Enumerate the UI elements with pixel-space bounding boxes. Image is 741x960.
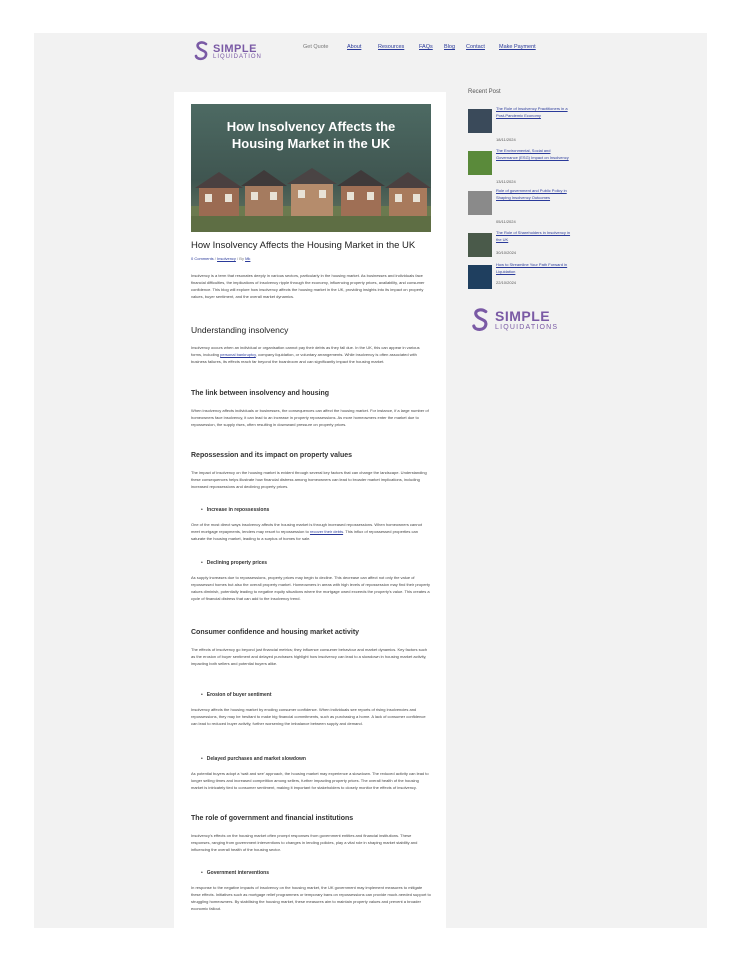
logo-s-icon bbox=[193, 41, 211, 61]
heading-government-interventions: • Government interventions bbox=[201, 870, 269, 876]
logo-sub: LIQUIDATION bbox=[213, 54, 262, 60]
paragraph-erosion: Insolvency affects the housing market by eroding consumer confidence. When individuals see reports of rising insolvencies and repossessions, they may be hesitant to make big financial commitments, such as purchasing a home. A lack of consumer confidence can lead to reduced buyer activity, further worsening the imbalance between supply and demand. bbox=[191, 707, 426, 726]
recent-post[interactable] bbox=[468, 230, 578, 266]
post-title-link[interactable]: How to Streamline Your Path Forward in Liquidation bbox=[496, 262, 568, 274]
site-logo[interactable] bbox=[193, 41, 273, 63]
post-title-link[interactable]: The Role of Insolvency Practitioners in a Post-Pandemic Economy bbox=[496, 106, 568, 118]
post-date: 18/11/2024 bbox=[496, 137, 516, 142]
nav-blog[interactable]: Blog bbox=[444, 44, 456, 50]
heading-declining-prices: • Declining property prices bbox=[201, 560, 267, 566]
paragraph-delayed: As potential buyers adopt a 'wait and see' approach, the housing market may experience a slowdown. The reduced activity can lead to longer selling times and increased competition among sellers, further impacting property prices. The overall health of the housing market is intricately tied to consumer sentiment, making it important for stakeholders to closely monitor the effects of insolvency. bbox=[191, 771, 429, 790]
paragraph-understanding: Insolvency occurs when an individual or organisation cannot pay their debts as they fall due. In the UK, this can appear in various forms, including personal bankruptcy, company liquidation, or voluntary arrangements. While insolvency is often associated with business failures, its effects reach far beyond the boardroom and can significantly impact the housing market. bbox=[191, 345, 420, 364]
recent-post[interactable] bbox=[468, 188, 578, 224]
paragraph-increase: One of the most direct ways insolvency affects the housing market is through increased repossessions. When homeowners cannot meet mortgage repayments, lenders may resort to repossession to recover their debts. This influx of repossessed properties can saturate the housing market, leading to a surplus of homes for sale. bbox=[191, 522, 422, 541]
nav-make-payment[interactable]: Make Payment bbox=[499, 44, 536, 50]
nav-get-quote[interactable]: Get Quote bbox=[303, 44, 329, 50]
post-thumbnail[interactable] bbox=[468, 265, 492, 289]
sidebar-logo[interactable] bbox=[470, 308, 570, 334]
post-thumbnail[interactable] bbox=[468, 233, 492, 257]
heading-understanding-insolvency: Understanding insolvency bbox=[191, 325, 289, 335]
nav-about[interactable]: About bbox=[347, 44, 362, 50]
article-title: How Insolvency Affects the Housing Market in the UK bbox=[191, 240, 416, 251]
logo-word: SIMPLE bbox=[213, 43, 257, 55]
paragraph-government-role: Insolvency's effects on the housing market often prompt responses from government entities and financial institutions. These responses, ranging from government interventions to changes in lending policies, play a vital role in shaping market stability and influencing the overall health of the housing sector. bbox=[191, 833, 418, 852]
personal-bankruptcy-link[interactable]: personal bankruptcy bbox=[220, 352, 256, 357]
paragraph-declining: As supply increases due to repossessions, property prices may begin to decline. This decrease can affect not only the value of repossessed homes but also the overall property market. Homeowners in areas with high levels of repossession may find their property values diminish, potentially leading to negative equity situations where the mortgage owed exceeds the property's value. This creates a cycle of financial distress that can add to the insolvency trend. bbox=[191, 575, 431, 601]
paragraph-repossession: The impact of insolvency on the housing market is evident through several key factors that can change the landscape. Understanding these consequences helps illustrate how financial distress among homeowners can lead to broader market implications, including increased repossessions and declining property prices. bbox=[191, 470, 427, 489]
hero-title: How Insolvency Affects the Housing Market in the UK bbox=[226, 119, 396, 151]
recent-post[interactable] bbox=[468, 106, 578, 142]
post-date: 22/10/2024 bbox=[496, 280, 517, 285]
heading-government-role: The role of government and financial institutions bbox=[191, 815, 354, 822]
post-date: 30/10/2024 bbox=[496, 250, 517, 255]
heading-delayed-purchases: • Delayed purchases and market slowdown bbox=[201, 756, 306, 762]
post-date: 05/11/2024 bbox=[496, 219, 516, 224]
paragraph-link: When insolvency affects individuals or businesses, the consequences can affect the housing market. For instance, if a large number of homeowners face insolvency, it can lead to an increase in property repossessions. As more homeowners enter the market due to repossession, the supply rises, often resulting in downward pressure on property prices. bbox=[191, 408, 429, 427]
heading-repossession: Repossession and its impact on property values bbox=[191, 452, 353, 459]
post-thumbnail[interactable] bbox=[468, 109, 492, 133]
intro-paragraph: Insolvency is a term that resonates deeply in various sectors, particularly in the housing market. As businesses and individuals face financial difficulties, the implications of insolvency ripple through the economy, influencing property prices, availability, and consumer confidence. This blog will explore how insolvency affects the housing market in the UK, providing insights into its impact on property values, buyer sentiment, and the overall market dynamics. bbox=[191, 273, 425, 299]
hero-image bbox=[191, 104, 431, 232]
heading-link-insolvency-housing: The link between insolvency and housing bbox=[191, 390, 330, 397]
nav-contact[interactable]: Contact bbox=[466, 44, 485, 50]
category-link[interactable]: Insolvency bbox=[217, 256, 236, 261]
heading-erosion-sentiment: • Erosion of buyer sentiment bbox=[201, 692, 272, 698]
logo-s-icon bbox=[470, 308, 492, 332]
comments-link[interactable]: 0 Comments bbox=[191, 256, 214, 261]
nav-faqs[interactable]: FAQs bbox=[419, 44, 433, 50]
post-title-link[interactable]: The Role of Shareholders in Insolvency in the UK bbox=[496, 230, 571, 242]
sidebar-logo-word: SIMPLE bbox=[495, 308, 551, 324]
author-link[interactable]: Mk bbox=[245, 256, 251, 261]
heading-consumer-confidence: Consumer confidence and housing market activity bbox=[191, 629, 360, 636]
paragraph-government-interventions: In response to the negative impacts of insolvency on the housing market, the UK government may implement measures to mitigate these effects. Initiatives such as mortgage relief programmes or temporary bans on repossessions can provide much-needed support to struggling homeowners. By stabilising the housing market, these measures aim to maintain property values and prevent a broader economic fallout. bbox=[191, 885, 431, 911]
post-date: 13/11/2024 bbox=[496, 179, 516, 184]
paragraph-consumer: The effects of insolvency go beyond just financial metrics; they influence consumer behaviour and market dynamics. Key factors such as the erosion of buyer sentiment and delayed purchases highlight how insolvency can lead to a slowdown in housing market activity, impacting both sellers and potential buyers alike. bbox=[191, 647, 428, 666]
nav-resources[interactable]: Resources bbox=[378, 44, 405, 50]
post-title-link[interactable]: The Environmental, Social and Governance (ESG) Impact on Insolvency bbox=[496, 148, 569, 160]
sidebar-logo-sub: LIQUIDATIONS bbox=[495, 324, 559, 331]
heading-increase-repossessions: • Increase in repossessions bbox=[201, 507, 269, 513]
recent-post[interactable] bbox=[468, 262, 578, 298]
post-title-link[interactable]: Role of government and Public Policy in Shaping Insolvency Outcomes bbox=[496, 188, 567, 200]
recent-post[interactable] bbox=[468, 148, 578, 184]
houses-illustration bbox=[191, 166, 431, 232]
post-thumbnail[interactable] bbox=[468, 151, 492, 175]
recent-posts-title: Recent Post bbox=[468, 89, 501, 95]
post-thumbnail[interactable] bbox=[468, 191, 492, 215]
article-meta: 0 Comments / Insolvency / By Mk bbox=[191, 256, 251, 261]
recover-debts-link[interactable]: recover their debts bbox=[309, 529, 344, 534]
